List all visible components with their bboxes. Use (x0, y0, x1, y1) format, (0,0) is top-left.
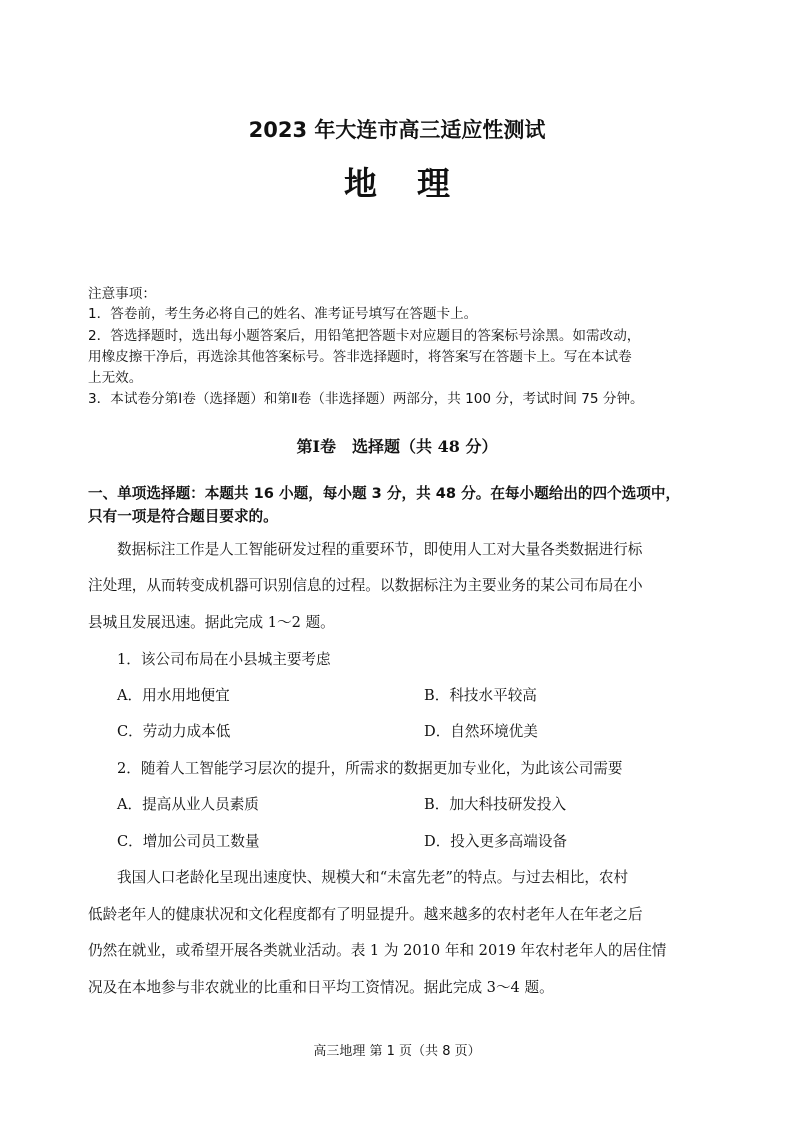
notice-item-2-cont: 用橡皮擦干净后，再选涂其他答案标号。答非选择题时，将答案写在答题卡上。写在本试卷 (88, 349, 632, 365)
question-1-option-c: C．劳动力成本低 (117, 723, 231, 740)
question-1-stem: 1．该公司布局在小县城主要考虑 (117, 651, 331, 668)
passage1-line1: 数据标注工作是人工智能研发过程的重要环节，即使用人工对大量各类数据进行标 (117, 541, 643, 558)
subject-title: 地理 (344, 164, 490, 203)
passage1-line2: 注处理，从而转变成机器可识别信息的过程。以数据标注为主要业务的某公司布局在小 (88, 577, 643, 594)
page-footer: 高三地理 第 1 页（共 8 页） (313, 1044, 481, 1059)
section-title: 第Ⅰ卷 选择题（共 48 分） (296, 437, 498, 456)
notice-item-3: 3．本试卷分第Ⅰ卷（选择题）和第Ⅱ卷（非选择题）两部分，共 100 分，考试时间 75 分钟。 (88, 391, 644, 407)
passage2-line3: 仍然在就业，或希望开展各类就业活动。表 1 为 2010 年和 2019 年农村老年人的居住情 (88, 942, 667, 959)
notice-item-2-end: 上无效。 (88, 370, 143, 386)
notice-item-2: 2．答选择题时，选出每小题答案后，用铅笔把答题卡对应题目的答案标号涂黑。如需改动， (88, 328, 641, 344)
question-1-option-b: B．科技水平较高 (424, 687, 537, 704)
passage2-line1: 我国人口老龄化呈现出速度快、规模大和“未富先老”的特点。与过去相比，农村 (117, 869, 629, 886)
question-2-option-d: D．投入更多高端设备 (424, 833, 568, 850)
passage1-line3: 县城且发展迅速。据此完成 1～2 题。 (88, 614, 335, 631)
passage2-line2: 低龄老年人的健康状况和文化程度都有了明显提升。越来越多的农村老年人在年老之后 (88, 906, 643, 923)
notice-item-1: 1．答卷前，考生务必将自己的姓名、准考证号填写在答题卡上。 (88, 306, 478, 322)
question-1-option-d: D．自然环境优美 (424, 723, 538, 740)
exam-title: 2023 年大连市高三适应性测试 (248, 118, 546, 142)
notice-heading: 注意事项： (88, 286, 156, 302)
question-2-stem: 2．随着人工智能学习层次的提升，所需求的数据更加专业化，为此该公司需要 (117, 760, 623, 777)
part-instruction-line1: 一、单项选择题：本题共 16 小题，每小题 3 分，共 48 分。在每小题给出的四个选项中， (88, 485, 681, 502)
question-1-option-a: A．用水用地便宜 (117, 687, 230, 704)
part-instruction-line2: 只有一项是符合题目要求的。 (88, 508, 278, 525)
question-2-option-c: C．增加公司员工数量 (117, 833, 260, 850)
question-2-option-a: A．提高从业人员素质 (117, 796, 259, 813)
question-2-option-b: B．加大科技研发投入 (424, 796, 567, 813)
passage2-line4: 况及在本地参与非农就业的比重和日平均工资情况。据此完成 3～4 题。 (88, 979, 554, 996)
